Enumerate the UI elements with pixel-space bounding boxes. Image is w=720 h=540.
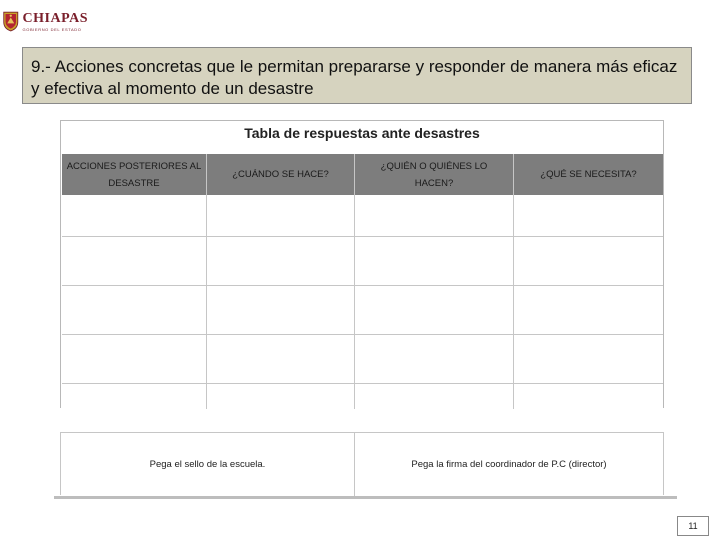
chiapas-logo bbox=[2, 2, 88, 40]
page-number: 11 bbox=[677, 516, 709, 536]
row-divider bbox=[62, 334, 663, 335]
chiapas-crest-icon bbox=[2, 3, 20, 39]
disaster-response-table bbox=[60, 120, 664, 408]
logo-subtitle: GOBIERNO DEL ESTADO bbox=[22, 26, 82, 32]
footer-rule bbox=[54, 496, 677, 499]
header-quien: ¿QUIÉN O QUIÉNES LO HACEN? bbox=[380, 160, 488, 189]
header-acciones: ACCIONES POSTERIORES AL DESASTRE bbox=[66, 160, 202, 189]
header-cuando: ¿CUÁNDO SE HACE? bbox=[232, 169, 329, 180]
column-divider bbox=[513, 154, 514, 409]
seal-cell: Pega el sello de la escuela. bbox=[149, 459, 266, 470]
signature-cell: Pega la firma del coordinador de P.C (director) bbox=[411, 459, 607, 470]
row-divider bbox=[62, 285, 663, 286]
signature-table bbox=[60, 432, 664, 495]
question-heading bbox=[22, 47, 692, 104]
question-text: 9.- Acciones concretas que le permitan prepararse y responder de manera más eficaz y efectiva al momento de un desastre bbox=[31, 57, 678, 98]
column-divider bbox=[354, 154, 355, 409]
table-title: Tabla de respuestas ante desastres bbox=[244, 125, 480, 141]
column-divider bbox=[206, 154, 207, 409]
row-divider bbox=[62, 383, 663, 384]
header-que: ¿QUÉ SE NECESITA? bbox=[540, 169, 637, 180]
row-divider bbox=[62, 236, 663, 237]
table-header-row bbox=[62, 154, 663, 195]
logo-name: CHIAPAS bbox=[22, 10, 88, 26]
